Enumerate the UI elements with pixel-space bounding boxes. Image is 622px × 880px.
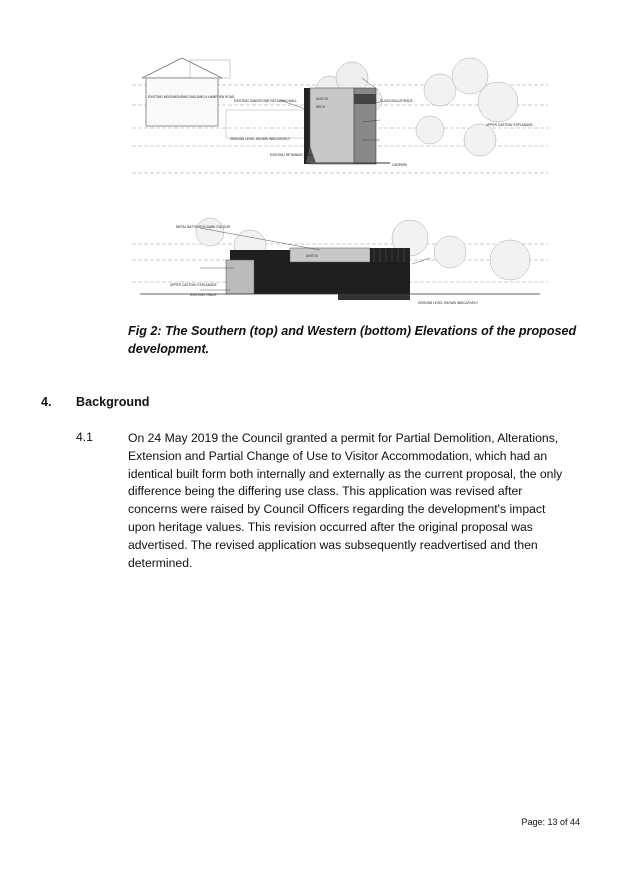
label-unit: UNIT 03 <box>306 254 318 258</box>
label-ground-level: GROUND LEVEL SHOWN INDICATIVELY <box>230 137 291 141</box>
section-title: Background <box>76 395 150 409</box>
label-carpark: CARPARK <box>392 163 408 167</box>
figure-caption: Fig 2: The Southern (top) and Western (bottom) Elevations of the proposed development. <box>128 324 577 356</box>
label-metal-batten: METAL BATTENS IN DARK COLOUR <box>176 225 230 229</box>
paragraph-number: 4.1 <box>76 430 93 444</box>
paragraph-text: On 24 May 2019 the Council granted a permit for Partial Demolition, Alterations, Extension and Partial Change of Use to Visitor Accommodation, which had an identical built form both internally and externally as the current proposal, the only difference being the differing use class. This application was revised after concerns were raised by Council Officers regarding the development's impact upon heritage values. This revision occurred after the original proposal was advertised. The revised application was subsequently readvertised and then determined. <box>128 431 563 570</box>
western-elevation-drawing <box>130 208 550 308</box>
label-deck: DECK <box>316 105 325 109</box>
label-existing-retaining: EXISTING SANDSTONE RETAINING WALL <box>234 99 297 103</box>
label-ground-level: GROUND LEVEL SHOWN INDICATIVELY <box>418 301 479 305</box>
label-upper-castray: UPPER CASTRAY ESPLANADE <box>170 283 217 287</box>
southern-elevation-drawing <box>130 50 550 180</box>
label-existing-track: EXISTING TRACK <box>190 293 217 297</box>
page-number: Page: 13 of 44 <box>521 817 580 827</box>
label-existing-building: EXISTING NEIGHBOURING BUILDING 4 HAMPDEN ROAD <box>148 95 235 99</box>
label-upper-castray: UPPER CASTRAY ESPLANADE <box>486 123 533 127</box>
label-existing-wall: EXISTING RETAINING WALL <box>270 153 313 157</box>
label-unit: UNIT 03 <box>316 97 328 101</box>
label-glass: GLASS BALUSTRADE <box>380 99 413 103</box>
section-number: 4. <box>41 395 52 409</box>
